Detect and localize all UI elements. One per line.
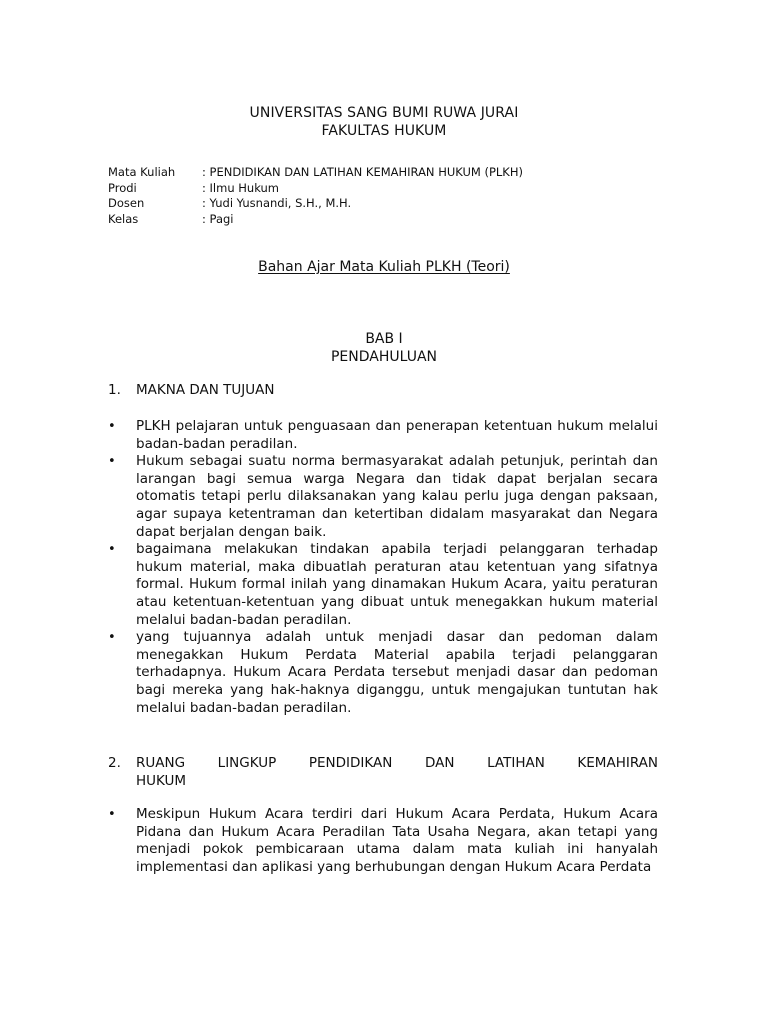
course-info-value: : PENDIDIKAN DAN LATIHAN KEMAHIRAN HUKUM (PLKH) bbox=[202, 165, 523, 179]
university-name: UNIVERSITAS SANG BUMI RUWA JURAI bbox=[249, 105, 519, 121]
section-number: 1. bbox=[108, 382, 121, 398]
bullet-icon: • bbox=[108, 630, 116, 646]
list-item-text: Hukum sebagai suatu norma bermasyarakat adalah petunjuk, perintah dan larangan bagi semua warga Negara dan tidak dapat berjalan secara otomatis tetapi perlu dilaksanakan yang kalau perlu juga dengan paksaan, agar supaya ketentraman dan ketertiban didalam masyarakat dan Negara dapat berjalan dengan baik. bbox=[136, 453, 658, 540]
section-title bbox=[136, 754, 658, 790]
course-info-row bbox=[108, 165, 523, 181]
chapter-heading bbox=[0, 330, 768, 366]
bullet-icon: • bbox=[108, 454, 116, 470]
list-item bbox=[108, 806, 658, 876]
course-info-row bbox=[108, 181, 523, 197]
list-item-text: PLKH pelajaran untuk penguasaan dan penerapan ketentuan hukum melalui badan-badan peradilan. bbox=[136, 418, 658, 452]
bullet-icon: • bbox=[108, 807, 116, 822]
course-info-value: : Ilmu Hukum bbox=[202, 180, 279, 195]
section-heading bbox=[108, 381, 658, 399]
bullet-icon: • bbox=[108, 419, 116, 434]
course-info-row bbox=[108, 212, 523, 228]
course-info-row bbox=[108, 196, 523, 212]
document-header bbox=[0, 104, 768, 140]
list-item bbox=[108, 629, 658, 717]
course-info-label: Dosen bbox=[108, 196, 145, 210]
list-item bbox=[108, 418, 658, 453]
course-info-value: : Yudi Yusnandi, S.H., M.H. bbox=[202, 196, 352, 210]
section-title-line: RUANG LINGKUP PENDIDIKAN DAN LATIHAN KEMAHIRAN bbox=[136, 755, 658, 771]
course-info-label: Mata Kuliah bbox=[108, 165, 176, 179]
document-title-text: Bahan Ajar Mata Kuliah PLKH (Teori) bbox=[258, 259, 510, 275]
course-info bbox=[108, 165, 523, 227]
list-item-text: yang tujuannya adalah untuk menjadi dasar dan pedoman dalam menegakkan Hukum Perdata Material apabila terjadi pelanggaran terhadapnya. Hukum Acara Perdata tersebut menjadi dasar dan pedoman bagi mereka yang hak-haknya diganggu, untuk mengajukan tuntutan hak melalui badan-badan peradilan. bbox=[136, 629, 658, 716]
section-title-line: HUKUM bbox=[136, 773, 187, 789]
course-info-label: Kelas bbox=[108, 211, 139, 226]
list-item bbox=[108, 453, 658, 541]
list-item-text: bagaimana melakukan tindakan apabila terjadi pelanggaran terhadap hukum material, maka dibuatlah peraturan atau ketentuan yang sifatnya formal. Hukum formal inilah yang dinamakan Hukum Acara, yaitu peraturan atau ketentuan-ketentuan yang dibuat untuk menegakkan hukum material melalui badan-badan peradilan. bbox=[136, 541, 658, 628]
faculty-name: FAKULTAS HUKUM bbox=[321, 123, 447, 139]
section-title: MAKNA DAN TUJUAN bbox=[136, 382, 275, 398]
bullet-list bbox=[108, 806, 658, 876]
section-heading bbox=[108, 754, 658, 790]
list-item-text: Meskipun Hukum Acara terdiri dari Hukum Acara Perdata, Hukum Acara Pidana dan Hukum Acara Peradilan Tata Usaha Negara, akan tetapi yang menjadi pokok pembicaraan utama dalam mata kuliah ini hanyalah implementasi dan aplikasi yang berhubungan dengan Hukum Acara Perdata bbox=[136, 806, 658, 875]
bullet-list bbox=[108, 418, 658, 717]
bullet-icon: • bbox=[108, 542, 116, 558]
course-info-label: Prodi bbox=[108, 180, 137, 195]
course-info-value: : Pagi bbox=[202, 211, 234, 226]
section-number: 2. bbox=[108, 755, 121, 771]
document-title bbox=[0, 258, 768, 276]
chapter-title: PENDAHULUAN bbox=[330, 349, 438, 365]
chapter-number: BAB I bbox=[365, 331, 403, 347]
list-item bbox=[108, 541, 658, 629]
